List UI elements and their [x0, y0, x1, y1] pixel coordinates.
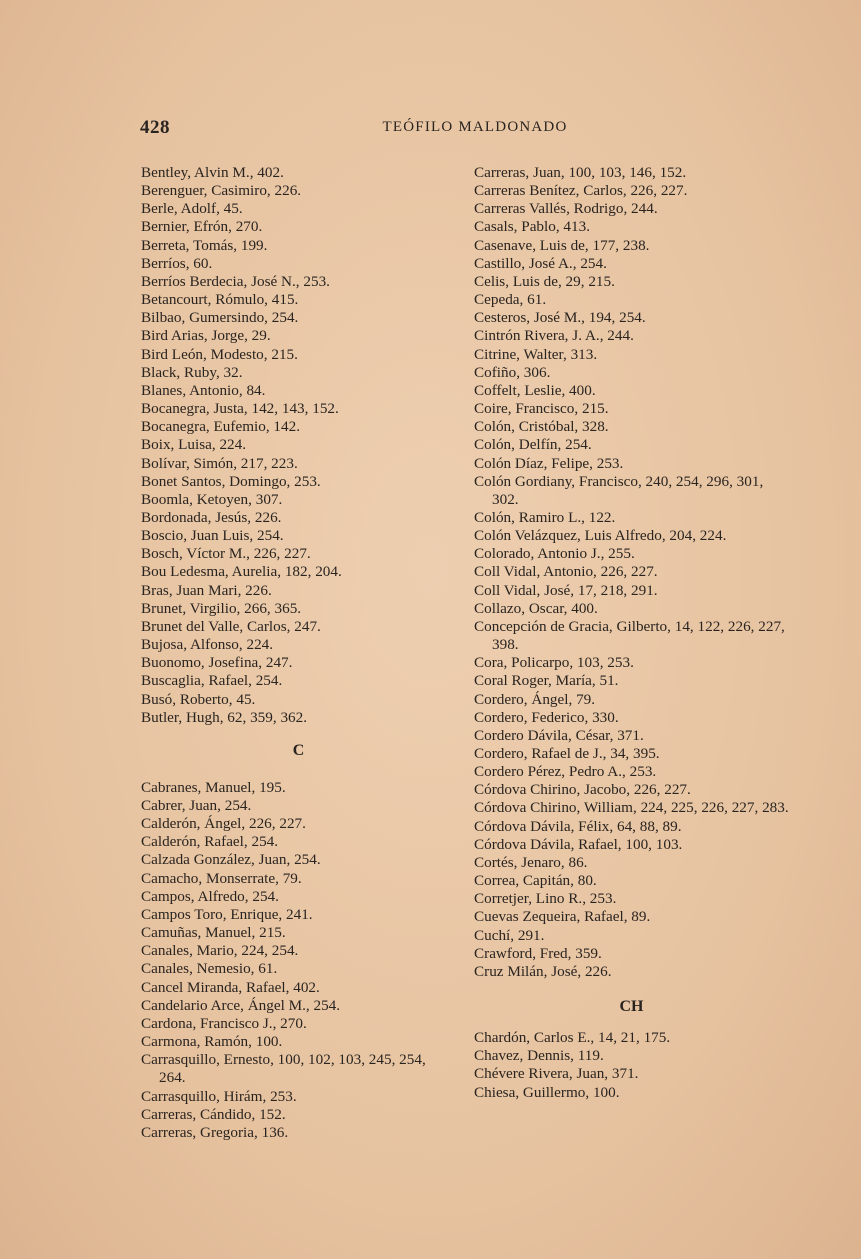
index-entry: Cesteros, José M., 194, 254.	[474, 309, 646, 327]
index-entry: Bird León, Modesto, 215.	[141, 345, 298, 363]
index-entry: Chavez, Dennis, 119.	[474, 1047, 604, 1065]
index-entry: Canales, Mario, 224, 254.	[141, 942, 299, 960]
index-entry: Canales, Nemesio, 61.	[141, 960, 278, 978]
index-entry: Bolívar, Simón, 217, 223.	[141, 454, 298, 472]
running-head: TEÓFILO MALDONADO	[382, 119, 568, 135]
index-entry: Carrasquillo, Ernesto, 100, 102, 103, 245, 254, 264.	[141, 1051, 426, 1087]
index-entry: Chévere Rivera, Juan, 371.	[474, 1065, 639, 1083]
section-heading-ch: CH	[619, 998, 644, 1016]
index-entry: Camacho, Monserrate, 79.	[141, 869, 302, 887]
index-entry: Córdova Dávila, Félix, 64, 88, 89.	[474, 817, 682, 835]
index-entry: Carmona, Ramón, 100.	[141, 1033, 283, 1051]
index-entry: Coral Roger, María, 51.	[474, 672, 619, 690]
index-entry: Blanes, Antonio, 84.	[141, 381, 266, 399]
index-entry: Cabranes, Manuel, 195.	[141, 778, 286, 796]
index-entry: Coffelt, Leslie, 400.	[474, 381, 596, 399]
index-entry: Córdova Chirino, William, 224, 225, 226, 227, 283.	[474, 799, 789, 817]
index-entry: Berenguer, Casimiro, 226.	[141, 182, 302, 200]
index-entry: Colorado, Antonio J., 255.	[474, 545, 635, 563]
index-entry: Calderón, Ángel, 226, 227.	[141, 815, 306, 833]
index-entry: Calderón, Rafael, 254.	[141, 833, 279, 851]
index-entry: Candelario Arce, Ángel M., 254.	[141, 996, 341, 1014]
index-entry: Corretjer, Lino R., 253.	[474, 890, 617, 908]
index-entry: Cofiño, 306.	[474, 363, 551, 381]
index-entry: Celis, Luis de, 29, 215.	[474, 272, 615, 290]
index-entry: Casals, Pablo, 413.	[474, 218, 591, 236]
index-entry: Campos, Alfredo, 254.	[141, 887, 279, 905]
index-group-ch	[474, 1029, 789, 1102]
index-entry: Castillo, José A., 254.	[474, 254, 607, 272]
page-number: 428	[140, 117, 170, 138]
index-entry: Betancourt, Rómulo, 415.	[141, 291, 299, 309]
index-entry: Casenave, Luis de, 177, 238.	[474, 236, 650, 254]
index-group-b	[141, 164, 456, 727]
index-entry: Correa, Capitán, 80.	[474, 872, 597, 890]
index-entry: Bosch, Víctor M., 226, 227.	[141, 545, 311, 563]
index-entry: Camuñas, Manuel, 215.	[141, 924, 286, 942]
index-entry: Butler, Hugh, 62, 359, 362.	[141, 708, 308, 726]
index-entry: Colón, Cristóbal, 328.	[474, 418, 609, 436]
index-entry: Bentley, Alvin M., 402.	[141, 164, 284, 181]
index-group-c	[141, 779, 456, 1142]
index-entry: Colón Gordiany, Francisco, 240, 254, 296, 301, 302.	[474, 472, 764, 508]
index-entry: Bonet Santos, Domingo, 253.	[141, 472, 321, 490]
index-entry: Carrasquillo, Hirám, 253.	[141, 1087, 297, 1105]
index-entry: Carreras, Juan, 100, 103, 146, 152.	[474, 164, 687, 181]
index-entry: Colón, Ramiro L., 122.	[474, 508, 616, 526]
index-entry: Collazo, Oscar, 400.	[474, 599, 598, 617]
section-heading-c: C	[292, 741, 305, 759]
index-entry: Boix, Luisa, 224.	[141, 436, 247, 454]
index-entry: Concepción de Gracia, Gilberto, 14, 122, 226, 227, 398.	[474, 617, 785, 654]
index-entry: Buonomo, Josefina, 247.	[141, 654, 293, 672]
index-entry: Busó, Roberto, 45.	[141, 690, 256, 708]
index-entry: Berreta, Tomás, 199.	[141, 236, 268, 254]
index-entry: Brunet del Valle, Carlos, 247.	[141, 617, 321, 635]
index-entry: Berríos, 60.	[141, 254, 213, 272]
index-entry: Cordero Pérez, Pedro A., 253.	[474, 763, 657, 781]
index-entry: Cordero, Federico, 330.	[474, 708, 619, 726]
index-entry: Córdova Chirino, Jacobo, 226, 227.	[474, 781, 691, 799]
index-entry: Bujosa, Alfonso, 224.	[141, 636, 274, 654]
index-entry: Cruz Milán, José, 226.	[474, 962, 612, 980]
index-entry: Cabrer, Juan, 254.	[141, 797, 252, 814]
index-entry: Coire, Francisco, 215.	[474, 400, 609, 418]
index-entry: Chardón, Carlos E., 14, 21, 175.	[474, 1029, 671, 1047]
index-entry: Coll Vidal, José, 17, 218, 291.	[474, 581, 658, 599]
index-entry: Córdova Dávila, Rafael, 100, 103.	[474, 835, 683, 853]
index-entry: Carreras, Gregoria, 136.	[141, 1123, 289, 1141]
index-entry: Coll Vidal, Antonio, 226, 227.	[474, 563, 658, 581]
index-entry: Cancel Miranda, Rafael, 402.	[141, 978, 320, 996]
index-entry: Bird Arias, Jorge, 29.	[141, 327, 271, 345]
index-entry: Cora, Policarpo, 103, 253.	[474, 654, 634, 672]
index-entry: Cardona, Francisco J., 270.	[141, 1014, 307, 1032]
index-entry: Calzada González, Juan, 254.	[141, 851, 321, 869]
index-column-left	[141, 164, 456, 1142]
index-entry: Buscaglia, Rafael, 254.	[141, 672, 283, 690]
index-entry: Chiesa, Guillermo, 100.	[474, 1083, 620, 1101]
index-entry: Colón Díaz, Felipe, 253.	[474, 454, 624, 472]
index-entry: Bras, Juan Mari, 226.	[141, 581, 272, 599]
index-entry: Carreras Vallés, Rodrigo, 244.	[474, 200, 658, 218]
index-entry: Bocanegra, Eufemio, 142.	[141, 418, 300, 436]
page-header	[140, 117, 780, 141]
index-entry: Cepeda, 61.	[474, 291, 547, 309]
index-entry: Cintrón Rivera, J. A., 244.	[474, 327, 634, 345]
index-entry: Bilbao, Gumersindo, 254.	[141, 309, 299, 327]
index-entry: Cordero, Rafael de J., 34, 395.	[474, 745, 660, 762]
index-column-right	[474, 164, 789, 1102]
index-entry: Cuevas Zequeira, Rafael, 89.	[474, 908, 651, 926]
index-entry: Boscio, Juan Luis, 254.	[141, 527, 284, 545]
index-entry: Boomla, Ketoyen, 307.	[141, 490, 283, 508]
index-entry: Citrine, Walter, 313.	[474, 345, 598, 363]
index-entry: Brunet, Virgilio, 266, 365.	[141, 599, 302, 617]
index-entry: Bocanegra, Justa, 142, 143, 152.	[141, 400, 339, 418]
index-entry: Colón Velázquez, Luis Alfredo, 204, 224.	[474, 527, 727, 545]
index-entry: Bou Ledesma, Aurelia, 182, 204.	[141, 563, 342, 581]
index-entry: Berríos Berdecia, José N., 253.	[141, 272, 330, 290]
index-entry: Cuchí, 291.	[474, 926, 545, 944]
index-entry: Cortés, Jenaro, 86.	[474, 853, 588, 871]
index-entry: Carreras Benítez, Carlos, 226, 227.	[474, 182, 688, 200]
index-entry: Carreras, Cándido, 152.	[141, 1105, 286, 1123]
index-entry: Cordero, Ángel, 79.	[474, 690, 596, 708]
index-entry: Berle, Adolf, 45.	[141, 200, 243, 218]
index-entry: Colón, Delfín, 254.	[474, 436, 592, 454]
index-entry: Crawford, Fred, 359.	[474, 944, 602, 962]
index-entry: Bordonada, Jesús, 226.	[141, 508, 282, 526]
index-entry: Black, Ruby, 32.	[141, 363, 243, 381]
index-group-c-continued	[474, 164, 789, 981]
index-entry: Bernier, Efrón, 270.	[141, 218, 263, 236]
index-entry: Campos Toro, Enrique, 241.	[141, 905, 313, 923]
index-entry: Cordero Dávila, César, 371.	[474, 726, 644, 744]
